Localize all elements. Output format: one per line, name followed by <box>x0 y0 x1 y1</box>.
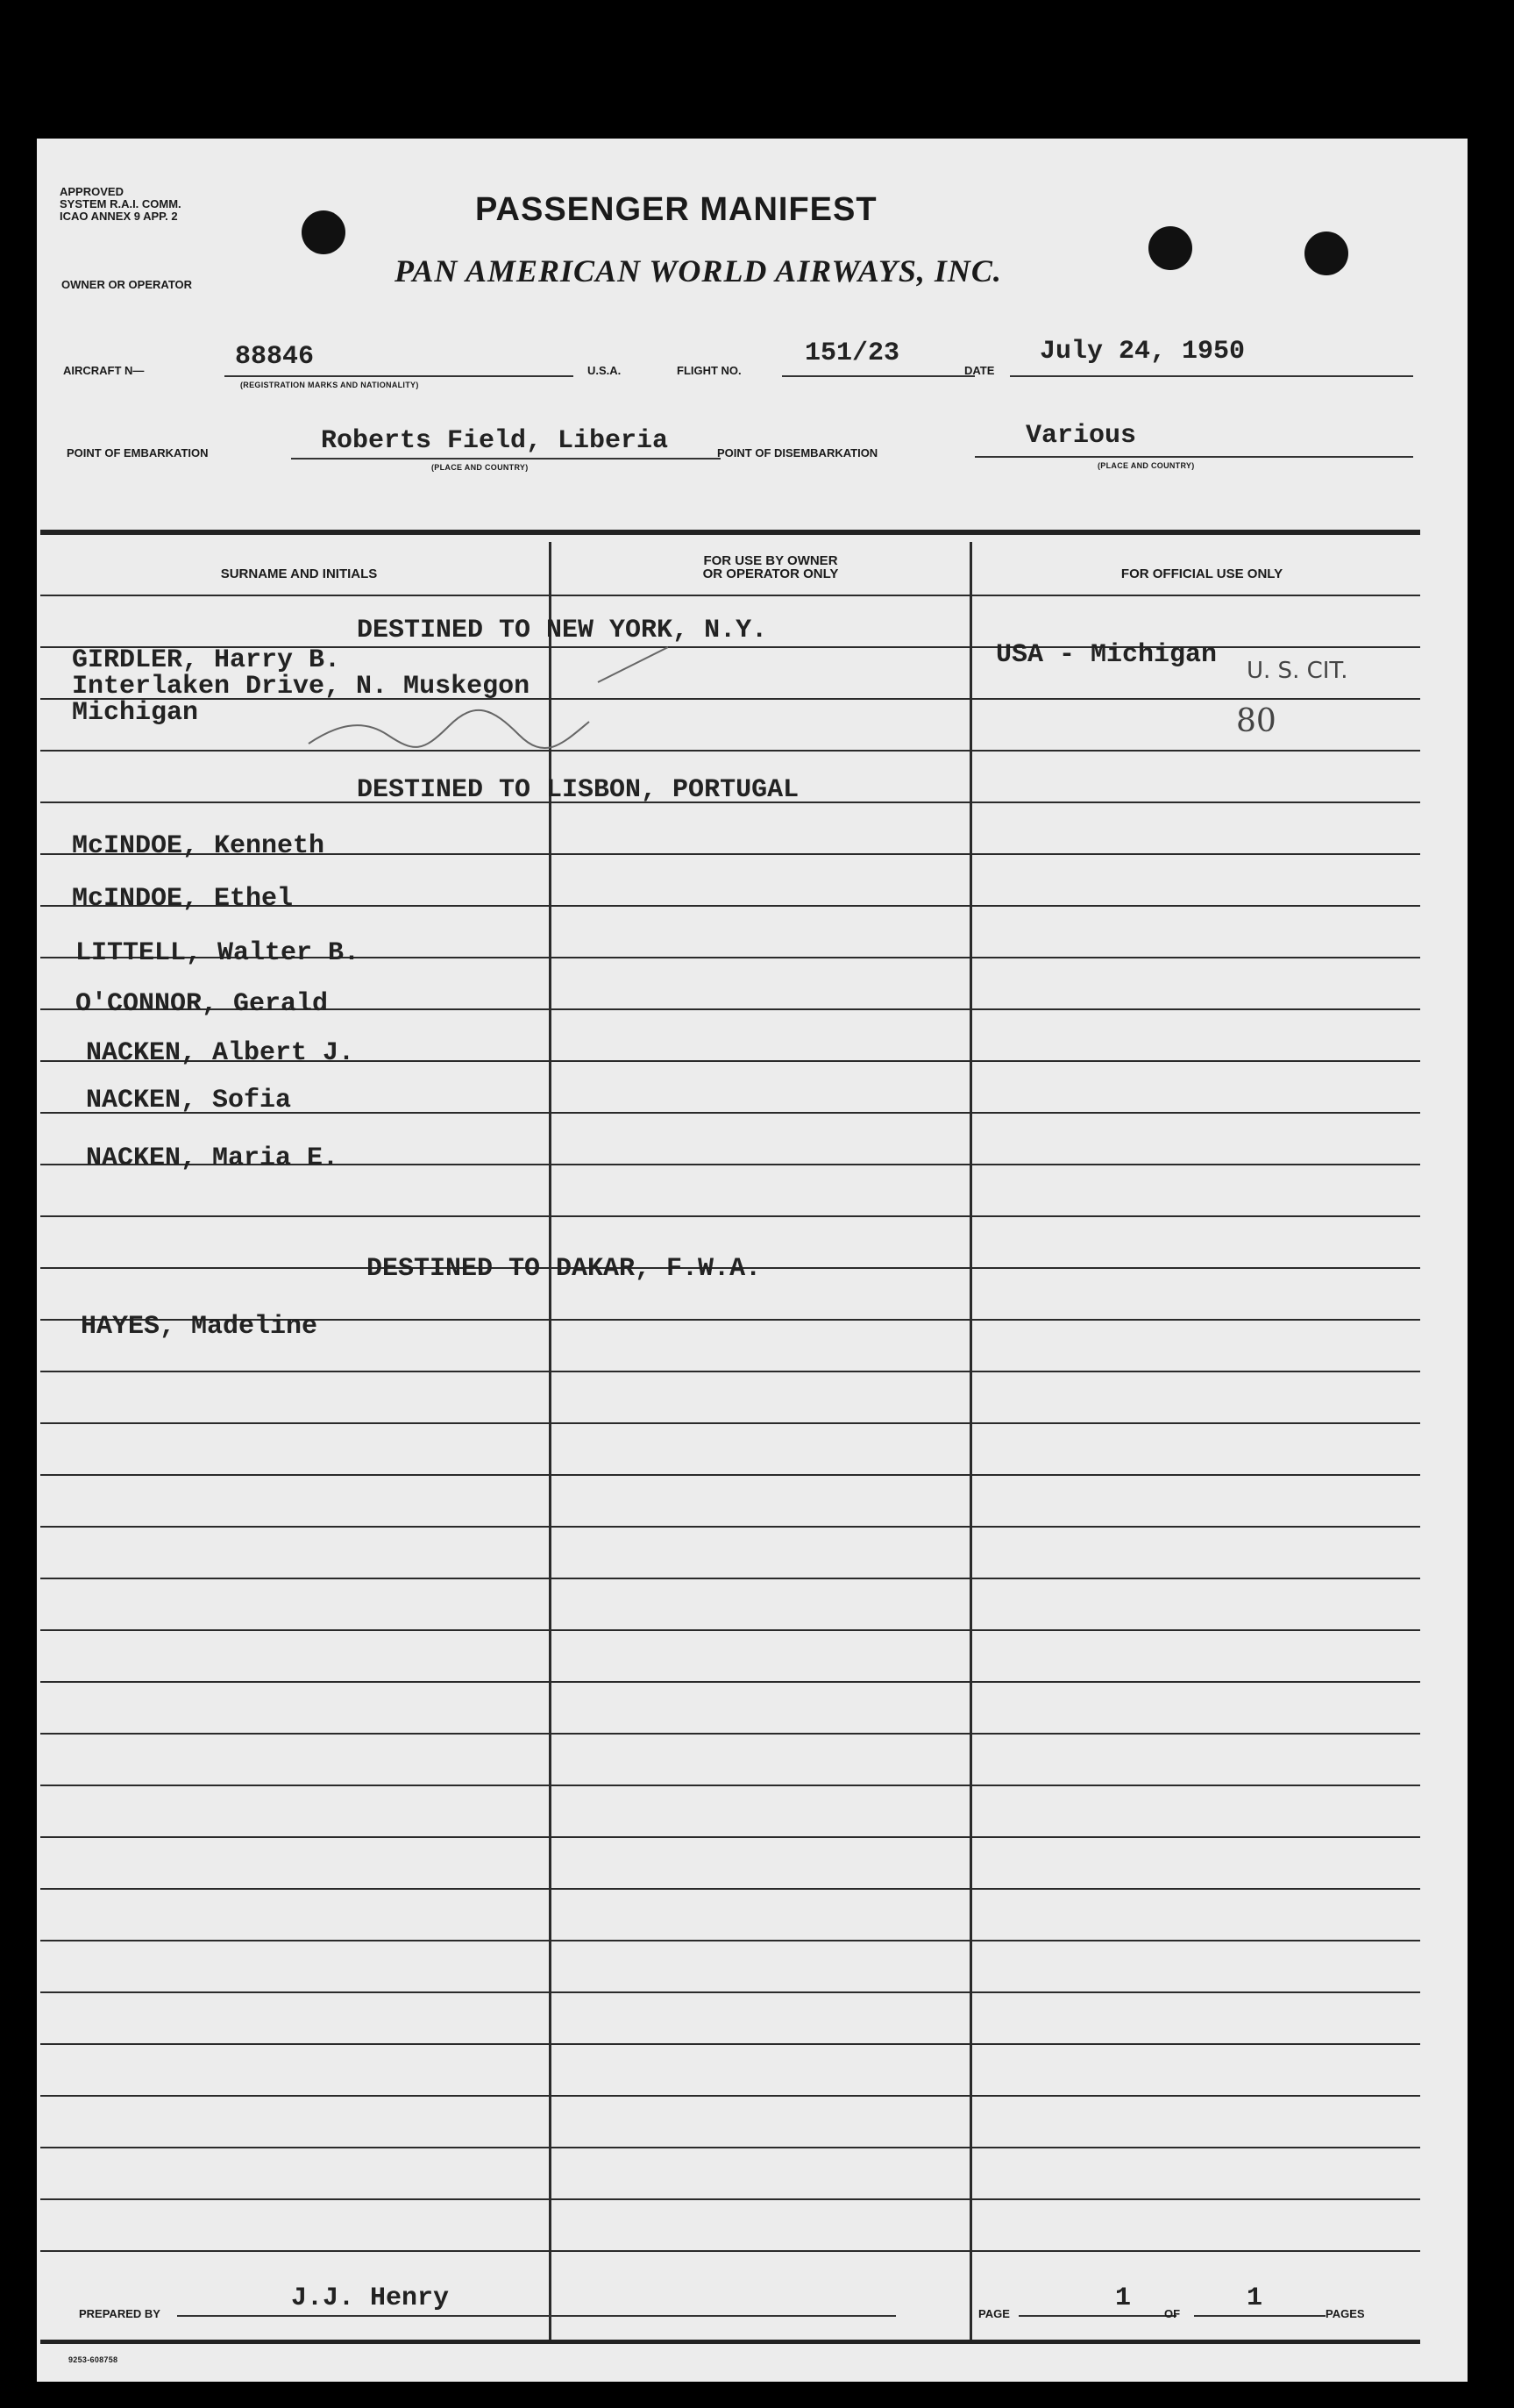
punch-hole <box>302 210 345 254</box>
row-line <box>40 1991 1420 1993</box>
punch-hole <box>1304 232 1348 275</box>
row-line <box>40 1474 1420 1476</box>
column-divider <box>549 542 551 2341</box>
passenger-name: LITTELL, Walter B. <box>75 938 360 968</box>
row-line <box>40 2095 1420 2097</box>
passenger-name: McINDOE, Ethel <box>72 884 294 914</box>
owner-label: OWNER OR OPERATOR <box>61 278 193 291</box>
place-caption: (PLACE AND COUNTRY) <box>431 463 529 472</box>
registration-caption: (REGISTRATION MARKS AND NATIONALITY) <box>240 381 419 389</box>
row-line <box>40 1578 1420 1579</box>
row-line <box>40 2198 1420 2200</box>
passenger-address: Michigan <box>72 698 199 728</box>
row-line <box>40 2043 1420 2045</box>
flight-date: July 24, 1950 <box>1040 337 1246 367</box>
nationality: U.S.A. <box>587 364 622 377</box>
prepared-label: PREPARED BY <box>79 2307 160 2320</box>
surname-column-header: SURNAME AND INITIALS <box>220 566 378 581</box>
flight-number: 151/23 <box>805 338 900 368</box>
punch-hole <box>1148 226 1192 270</box>
of-label: OF <box>1164 2307 1181 2320</box>
prepared-by: J.J. Henry <box>291 2283 450 2313</box>
disembarkation-label: POINT OF DISEMBARKATION <box>717 446 878 460</box>
page-number: 1 <box>1115 2283 1132 2313</box>
row-line <box>40 2250 1420 2252</box>
passenger-name: GIRDLER, Harry B. <box>72 645 341 675</box>
passenger-name: HAYES, Madeline <box>81 1312 318 1342</box>
embarkation-label: POINT OF EMBARKATION <box>67 446 209 460</box>
signature-scribble <box>300 630 668 761</box>
official-number: 80 <box>1236 703 1276 739</box>
passenger-name: NACKEN, Albert J. <box>86 1038 355 1068</box>
group-heading: DESTINED TO LISBON, PORTUGAL <box>357 775 800 805</box>
row-line <box>40 2147 1420 2148</box>
group-heading: DESTINED TO DAKAR, F.W.A. <box>366 1254 762 1284</box>
row-line <box>40 1785 1420 1786</box>
disembarkation-place: Various <box>1026 421 1137 451</box>
passenger-address: Interlaken Drive, N. Muskegon <box>72 672 530 702</box>
official-entry: USA - Michigan <box>996 640 1218 670</box>
row-line <box>40 1888 1420 1890</box>
form-number: 9253-608758 <box>68 2355 118 2364</box>
pages-label: PAGES <box>1326 2307 1365 2320</box>
row-line <box>40 1371 1420 1372</box>
page-title: PASSENGER MANIFEST <box>475 191 878 228</box>
column-divider <box>970 542 972 2341</box>
place-caption: (PLACE AND COUNTRY) <box>1098 461 1195 470</box>
date-label: DATE <box>964 364 995 377</box>
manifest-sheet <box>37 139 1468 2382</box>
row-line <box>40 1215 1420 1217</box>
passenger-name: O'CONNOR, Gerald <box>75 989 329 1019</box>
citizenship-stamp: U. S. CIT. <box>1247 658 1348 684</box>
aircraft-number: 88846 <box>235 342 315 372</box>
row-line <box>40 1422 1420 1424</box>
aircraft-label: AIRCRAFT N— <box>63 364 145 377</box>
page-total: 1 <box>1247 2283 1263 2313</box>
passenger-name: McINDOE, Kenneth <box>72 831 325 861</box>
owner-use-column-header: FOR USE BY OWNER OR OPERATOR ONLY <box>702 553 839 581</box>
passenger-name: NACKEN, Maria E. <box>86 1143 339 1173</box>
embarkation-place: Roberts Field, Liberia <box>321 426 669 456</box>
airline-name: PAN AMERICAN WORLD AIRWAYS, INC. <box>394 253 1002 289</box>
row-line <box>40 1526 1420 1528</box>
page-label: PAGE <box>978 2307 1010 2320</box>
row-line <box>40 750 1420 752</box>
official-use-column-header: FOR OFFICIAL USE ONLY <box>1120 566 1283 581</box>
row-line <box>40 1836 1420 1838</box>
row-line <box>40 1940 1420 1941</box>
row-line <box>40 1629 1420 1631</box>
row-line <box>40 595 1420 596</box>
flight-label: FLIGHT NO. <box>677 364 742 377</box>
row-line <box>40 1681 1420 1683</box>
row-line <box>40 1733 1420 1735</box>
passenger-name: NACKEN, Sofia <box>86 1086 292 1115</box>
group-heading: DESTINED TO NEW YORK, N.Y. <box>357 616 768 645</box>
approved-block: APPROVED SYSTEM R.A.I. COMM. ICAO ANNEX 9 APP. 2 <box>60 185 181 223</box>
